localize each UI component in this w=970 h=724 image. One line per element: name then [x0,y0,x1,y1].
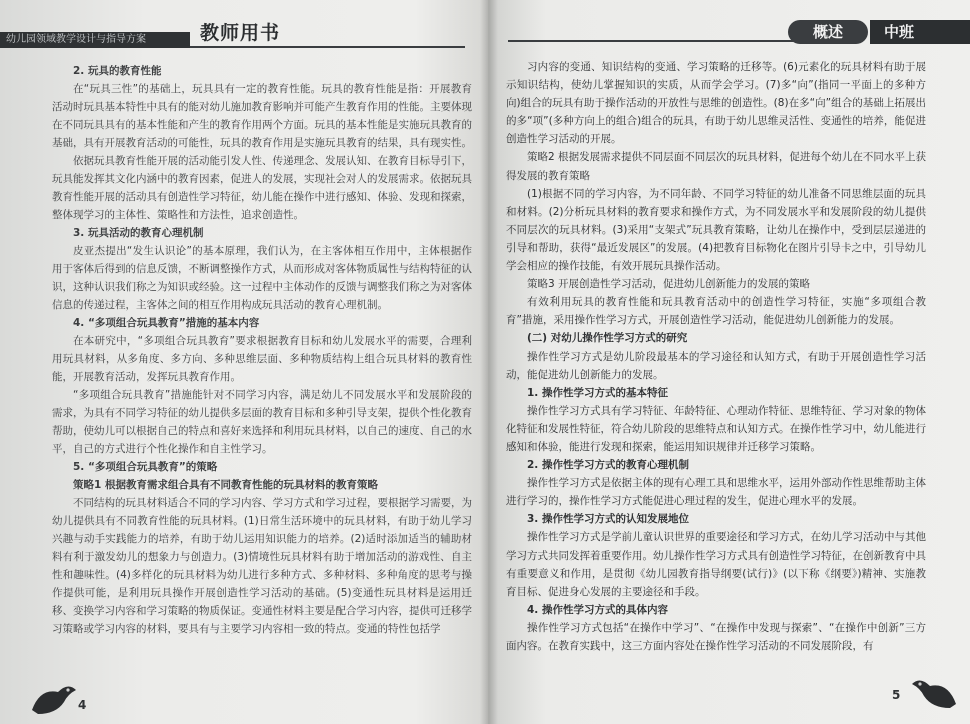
body-paragraph: 不同结构的玩具材料适合不同的学习内容、学习方式和学习过程，要根据学习需要，为幼儿提供具有不同教育性能的玩具材料。(1)日常生活环境中的玩具材料，有助于幼儿学习兴趣与动手实践能力的培养，有助于幼儿运用知识能力的培养。(2)适时添加适当的辅助材料有利于激发幼儿的想象力与创造力。(3)情境性玩具材料有助于增加活动的游戏性、自主性和趣味性。(4)多样化的玩具材料为幼儿进行多种方式、多种材料、多种角度的思考与操作提供可能，是利用玩具操作开展创造性学习活动的基础。(5)变通性玩具材料是运用迁移、变换学习内容和学习策略的物质保证。变通性材料主要是配合学习内容，提供可迁移学习策略或学习内容的材料，要具有与主要学习内容相一致的特点。变通的特性包括学 [52,497,472,635]
page-number: 4 [78,698,87,712]
book-title: 教师用书 [200,22,281,44]
body-paragraph: 操作性学习方式是学前儿童认识世界的重要途径和学习方式，在幼儿学习活动中与其他学习方式共同发挥着重要作用。幼儿操作性学习方式具有创造性学习特征，在创新教育中具有重要意义和作用，是贯彻《幼儿园教育指导纲要(试行)》(以下称《纲要》)精神、实施教育目标、促进身心发展的主要途径和手段。 [506,531,926,598]
header-rule [508,40,808,42]
body-paragraph: 策略2 根据发展需求提供不同层面不同层次的玩具材料，促进每个幼儿在不同水平上获得发展的教育策略 [506,151,926,182]
body-paragraph: (1)根据不同的学习内容，为不同年龄、不同学习特征的幼儿准备不同思维层面的玩具和材料。(2)分析玩具材料的教育要求和操作方式，为不同发展水平和发展阶段的幼儿提供不同层次的玩具材料。(3)采用“支架式”玩具教育策略，让幼儿在操作中，受到层层递进的引导和帮助，获得“最近发展区”的发展。(4)把教育目标物化在图片引导卡之中，引导幼儿学会相应的操作技能，有效开展玩具操作活动。 [506,187,926,273]
body-paragraph: 操作性学习方式包括“在操作中学习”、“在操作中发现与探索”、“在操作中创新”三方面内容。在教育实践中，这三方面内容处在操作性学习活动的不同发展阶段，有 [506,621,926,652]
page-number: 5 [892,688,901,702]
section-heading: 5. “多项组合玩具教育”的策略 [73,461,218,473]
bird-decoration-icon [908,668,960,714]
body-paragraph: 习内容的变通、知识结构的变通、学习策略的迁移等。(6)元素化的玩具材料有助于展示知识结构，使幼儿掌握知识的实质，从而学会学习。(7)多“向”(指同一平面上的多种方向)组合的玩具有助于操作活动的开放性与思维的创造性。(8)在多“向”组合的基础上拓展出的多“项”(多种方向上的组合)组合的玩具，有助于幼儿思维灵活性、变通性的培养，能促进创造性学习活动的开展。 [506,61,926,146]
left-page-body [52,62,472,638]
left-page-header [0,10,488,46]
body-paragraph: “多项组合玩具教育”措施能针对不同学习内容，满足幼儿不同发展水平和发展阶段的需求，为具有不同学习特征的幼儿提供多层面的教育目标和多种引导支架，提供个性化教育帮助，使幼儿可以根据自己的特点和喜好来选择和利用玩具材料，以自己的速度、自己的水平，自己的方式进行个性化操作和自主性学习。 [52,389,472,455]
body-paragraph: 操作性学习方式是依据主体的现有心理工具和思维水平，运用外部动作性思维帮助主体进行学习的，操作性学习方式能促进心理过程的发生，促进心理水平的发展。 [506,477,926,508]
series-title: 幼儿园领域教学设计与指导方案 [6,34,146,45]
right-page-header [488,0,970,50]
bird-decoration-icon [28,674,80,720]
section-heading: 4. 操作性学习方式的具体内容 [527,603,668,616]
section-heading: 4. “多项组合玩具教育”措施的基本内容 [73,317,260,329]
right-page-body [506,58,926,655]
section-heading: 2. 操作性学习方式的教育心理机制 [527,459,689,472]
body-paragraph: 操作性学习方式具有学习特征、年龄特征、心理动作特征、思维特征、学习对象的物体化特征和发展性特征，符合幼儿阶段的思维特点和认知方式。在操作性学习中，幼儿能进行感知和体验，能进行发现和探索，能运用知识规律并迁移学习策略。 [506,404,926,453]
body-paragraph: 皮亚杰提出“发生认识论”的基本原理，我们认为，在主客体相互作用中，主体根据作用于客体后得到的信息反馈，不断调整操作方式，从而形成对客体物质属性与结构特征的认识，这种认识我们称之为知识或经验。这一过程中主体动作的反馈与调整我们称之为对客体信息的传递过程，主客体之间的相互作用构成玩具活动的教育心理机制。 [52,245,472,311]
section-heading: 1. 操作性学习方式的基本特征 [527,386,668,399]
section-heading: 2. 玩具的教育性能 [73,65,162,77]
section-pill: 概述 [788,20,868,44]
book-gutter [480,0,498,724]
section-heading: 3. 玩具活动的教育心理机制 [73,227,204,239]
section-heading: 策略1 根据教育需求组合具有不同教育性能的玩具材料的教育策略 [73,479,378,491]
body-paragraph: 依据玩具教育性能开展的活动能引发人性、传递理念、发展认知、在教育目标导引下，玩具能发挥其文化内涵中的教育因素，促进人的发展，实现社会对人的发展需求。依据玩具教育性能开展的活动具有创造性学习特征，幼儿能在操作中进行感知、体验、发现和探索，整体现学习的主体性、策略性和方法性，追求创造性。 [52,155,472,221]
body-paragraph: 策略3 开展创造性学习活动，促进幼儿创新能力的发展的策略 [527,278,811,291]
body-paragraph: 操作性学习方式是幼儿阶段最基本的学习途径和认知方式，有助于开展创造性学习活动，能促进幼儿创新能力的发展。 [506,350,926,381]
grade-level-tab: 中班 [870,20,970,44]
section-heading: 3. 操作性学习方式的认知发展地位 [527,513,689,526]
body-paragraph: 在“玩具三性”的基础上，玩具具有一定的教育性能。玩具的教育性能是指：开展教育活动时玩具基本特性中具有的能对幼儿施加教育影响并可能产生教育作用的性能。主要体现在不同玩具具有的基本性能和产生的教育作用两个方面。玩具的基本性能是实施玩具教育的基础，具有开展教育活动的可能性，玩具的教育作用是实施玩具教育的结果，具有现实性。 [52,83,472,149]
header-rule [190,46,465,48]
right-page [488,0,970,724]
body-paragraph: 在本研究中，“多项组合玩具教育”要求根据教育目标和幼儿发展水平的需要，合理利用玩具材料，从多角度、多方向、多种思维层面、多种物质结构上组合玩具材料的教育性能，开展教育活动，发挥玩具教育作用。 [52,335,472,383]
body-paragraph: 有效利用玩具的教育性能和玩具教育活动中的创造性学习特征，实施“多项组合教育”措施，采用操作性学习方式，开展创造性学习活动，能促进幼儿创新能力的发展。 [506,296,926,327]
section-heading: (二) 对幼儿操作性学习方式的研究 [527,332,688,345]
